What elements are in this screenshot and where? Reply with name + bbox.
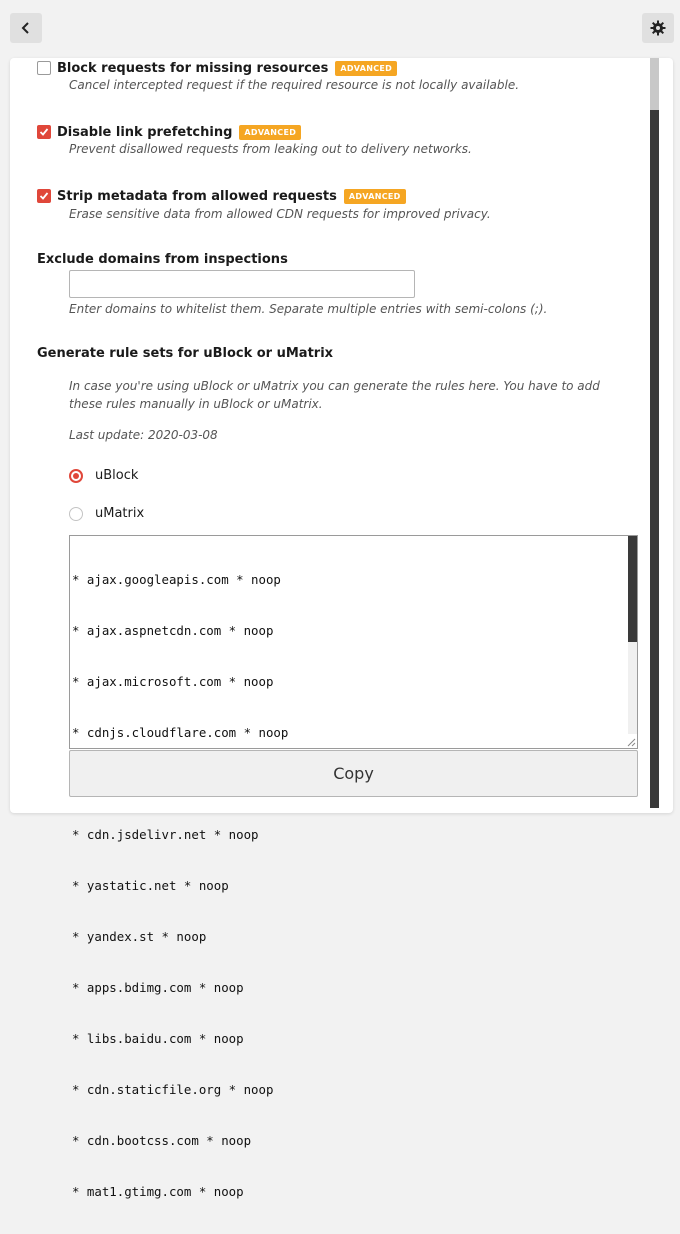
resize-grip-icon[interactable]: [626, 737, 636, 747]
option-description: Prevent disallowed requests from leaking out to delivery networks.: [69, 142, 472, 156]
option-label: Block requests for missing resources: [57, 60, 329, 76]
rules-lines: [72, 537, 627, 1234]
rule-line: * cdn.jsdelivr.net * noop: [72, 827, 259, 842]
exclude-domains-input[interactable]: [69, 270, 415, 298]
option-label: Disable link prefetching: [57, 124, 233, 140]
option-description: Erase sensitive data from allowed CDN requests for improved privacy.: [69, 207, 491, 221]
radio-umatrix[interactable]: [69, 506, 144, 521]
option-description: Cancel intercepted request if the required resource is not locally available.: [69, 78, 520, 92]
rule-line: * ajax.aspnetcdn.com * noop: [72, 623, 274, 638]
settings-panel: [10, 58, 673, 1199]
settings-button[interactable]: [642, 13, 674, 43]
radio-ublock[interactable]: [69, 468, 138, 483]
rule-line: * yastatic.net * noop: [72, 878, 229, 893]
checkmark-icon: [39, 191, 49, 201]
chevron-left-icon: [20, 21, 32, 35]
rule-line: * libs.baidu.com * noop: [72, 1031, 244, 1046]
advanced-badge: ADVANCED: [239, 125, 301, 140]
copy-button[interactable]: Copy: [69, 750, 638, 797]
option-strip-metadata: [37, 186, 406, 206]
rulesets-title: Generate rule sets for uBlock or uMatrix: [37, 346, 334, 361]
top-bar: [0, 0, 680, 56]
option-disable-prefetch: [37, 122, 301, 142]
rule-line: * cdn.bootcss.com * noop: [72, 1133, 252, 1148]
checkbox-strip-metadata[interactable]: [37, 189, 51, 203]
gear-icon: [650, 20, 666, 36]
rule-line: * cdnjs.cloudflare.com * noop: [72, 725, 289, 740]
radio-label: uBlock: [95, 468, 139, 483]
rule-line: * yandex.st * noop: [72, 929, 207, 944]
exclude-domains-title: Exclude domains from inspections: [37, 252, 288, 267]
checkmark-icon: [39, 127, 49, 137]
last-update-text: Last update: 2020-03-08: [69, 428, 218, 442]
radio-button-selected[interactable]: [69, 469, 83, 483]
back-button[interactable]: [10, 13, 42, 43]
option-block-missing: [37, 58, 397, 78]
textarea-scrollbar[interactable]: [628, 536, 637, 734]
radio-label: uMatrix: [95, 506, 145, 521]
advanced-badge: ADVANCED: [335, 61, 397, 76]
rule-line: * apps.bdimg.com * noop: [72, 980, 244, 995]
rulesets-info: In case you're using uBlock or uMatrix you can generate the rules here. You have to add these rules manually in uBlock or uMatrix.: [69, 379, 600, 411]
advanced-badge: ADVANCED: [344, 189, 406, 204]
rule-line: * ajax.googleapis.com * noop: [72, 572, 281, 587]
rule-line: * ajax.microsoft.com * noop: [72, 674, 274, 689]
rule-line: * cdn.staticfile.org * noop: [72, 1082, 274, 1097]
exclude-domains-help: Enter domains to whitelist them. Separate multiple entries with semi-colons (;).: [69, 302, 548, 316]
settings-content: [10, 58, 650, 1199]
checkbox-block-missing[interactable]: [37, 61, 51, 75]
panel-scrollbar[interactable]: [650, 58, 659, 808]
checkbox-disable-prefetch[interactable]: [37, 125, 51, 139]
option-label: Strip metadata from allowed requests: [57, 188, 337, 204]
rule-line: * mat1.gtimg.com * noop: [72, 1184, 244, 1199]
radio-button[interactable]: [69, 507, 83, 521]
